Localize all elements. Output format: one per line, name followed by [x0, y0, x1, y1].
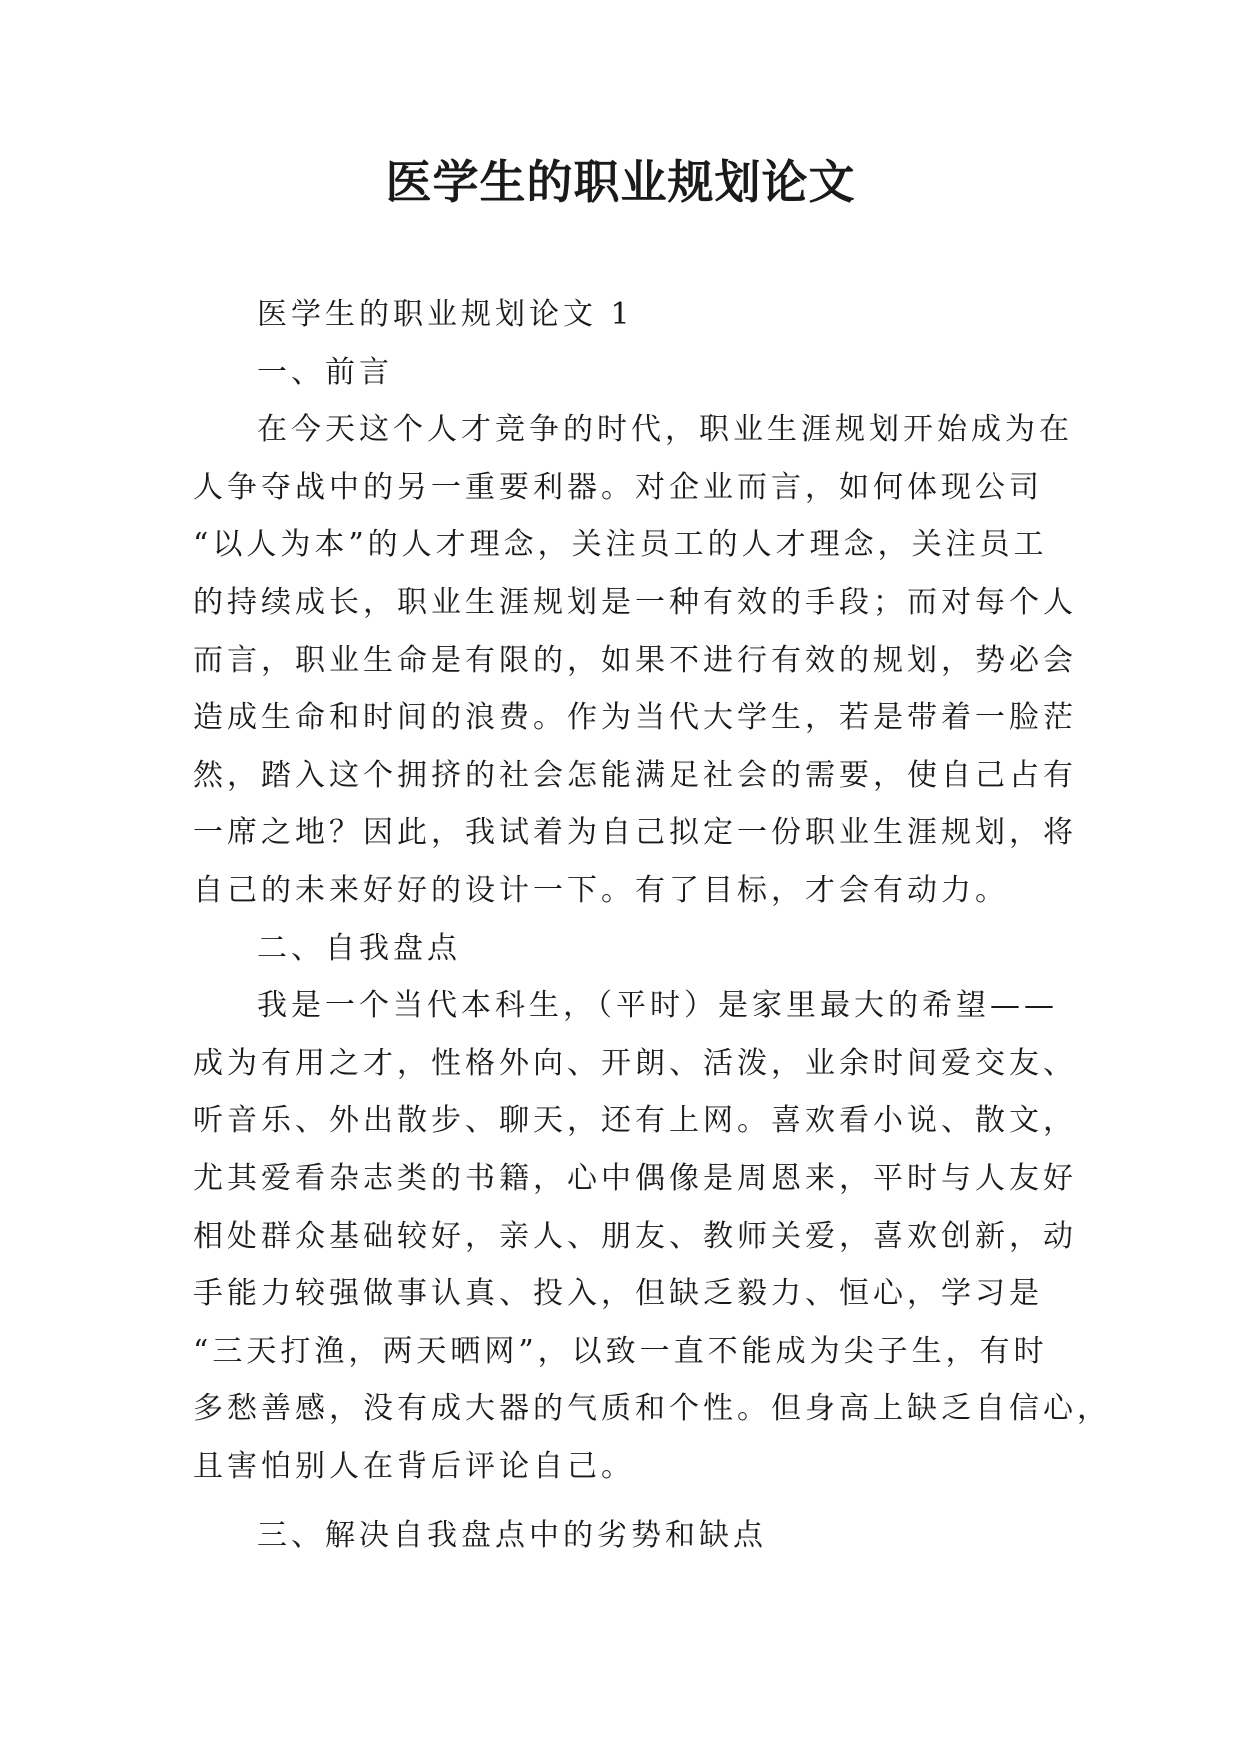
document-title: 医学生的职业规划论文: [385, 155, 856, 209]
section-heading-self-review: 二、自我盘点: [257, 930, 461, 966]
paragraph-line: 手能力较强做事认真、投入，但缺乏毅力、恒心，学习是: [193, 1276, 1043, 1312]
paragraph-line: 成为有用之才，性格外向、开朗、活泼，业余时间爱交友、: [193, 1045, 1077, 1081]
paragraph-line: 相处群众基础较好，亲人、朋友、教师关爱，喜欢创新，动: [193, 1218, 1077, 1254]
paragraph-line: 而言，职业生命是有限的，如果不进行有效的规划，势必会: [193, 642, 1077, 678]
paragraph-line: “三天打渔，两天晒网”，以致一直不能成为尖子生，有时: [193, 1333, 1048, 1369]
paragraph-line: 人争夺战中的另一重要利器。对企业而言，如何体现公司: [193, 469, 1043, 505]
paragraph-line: 听音乐、外出散步、聊天，还有上网。喜欢看小说、散文，: [193, 1103, 1077, 1139]
paragraph-line: 我是一个当代本科生，（平时）是家里最大的希望——: [257, 988, 1058, 1024]
paragraph-line: 且害怕别人在背后评论自己。: [193, 1448, 635, 1484]
paragraph-line: 在今天这个人才竞争的时代，职业生涯规划开始成为在: [257, 412, 1073, 448]
paragraph-line: 尤其爱看杂志类的书籍，心中偶像是周恩来，平时与人友好: [193, 1160, 1077, 1196]
section-heading-preface: 一、前言: [257, 354, 393, 390]
paragraph-line: 一席之地？因此，我试着为自己拟定一份职业生涯规划，将: [193, 815, 1077, 851]
spacer: [193, 1495, 1053, 1507]
paragraph-line: 的持续成长，职业生涯规划是一种有效的手段；而对每个人: [193, 584, 1077, 620]
paragraph-preface: [193, 401, 1077, 919]
paragraph-line: 自己的未来好好的设计一下。有了目标，才会有动力。: [193, 872, 1009, 908]
paragraph-line: 造成生命和时间的浪费。作为当代大学生，若是带着一脸茫: [193, 700, 1077, 736]
subtitle: 医学生的职业规划论文 1: [257, 297, 634, 332]
paragraph-self-review: [193, 977, 1111, 1495]
paragraph-line: 然，踏入这个拥挤的社会怎能满足社会的需要，使自己占有: [193, 757, 1077, 793]
paragraph-line: 多愁善感，没有成大器的气质和个性。但身高上缺乏自信心，: [193, 1391, 1111, 1427]
paragraph-line: “以人为本”的人才理念，关注员工的人才理念，关注员工: [193, 527, 1048, 563]
section-heading-solutions: 三、解决自我盘点中的劣势和缺点: [257, 1518, 767, 1554]
document-body: [193, 286, 1111, 1565]
